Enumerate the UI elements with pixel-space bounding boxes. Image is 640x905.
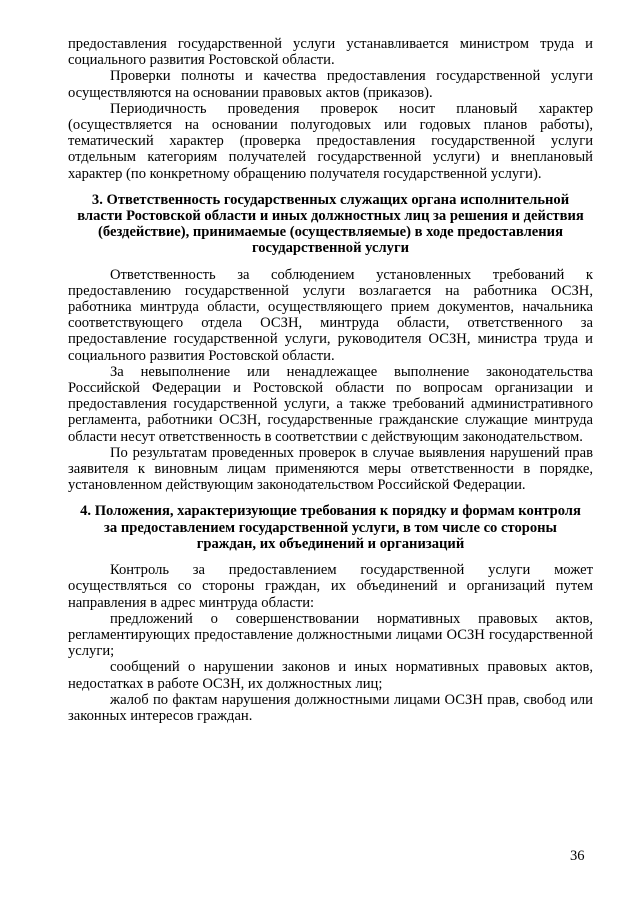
section-4-heading: 4. Положения, характеризующие требования к порядку и формам контроля за предоставлением государственной услуги, в том числе со стороны граждан, их объединений и организаций [80,503,581,552]
paragraph: Периодичность проведения проверок носит плановый характер (осуществляется на основании полугодовых или годовых планов работы), тематический характер (проверка предоставления государственной услуги отдельным категориям получателей государственной услуги) и внеплановый характер (по конкретному обращению получателя государственной услуги). [68,100,593,182]
paragraph: Контроль за предоставлением государственной услуги может осуществляться со стороны граждан, их объединений и организаций путем направления в адрес минтруда области: [68,562,593,611]
control-methods-list [68,611,593,724]
page-number: 36 [570,848,585,864]
section-3-heading: 3. Ответственность государственных служащих органа исполнительной власти Ростовской области и иных должностных лиц за решения и действия (бездействие), принимаемые (осуществляемые) в ходе предоставления государственной услуги [77,191,584,257]
paragraph: За невыполнение или ненадлежащее выполнение законодательства Российской Федерации и Ростовской области по вопросам организации и предоставления государственной услуги, а также требований административного регламента, работники ОСЗН, государственные гражданские служащие минтруда области несут ответственность в соответствии с действующим законодательством. [68,363,593,445]
paragraph: По результатам проведенных проверок в случае выявления нарушений прав заявителя к виновным лицам применяются меры ответственности в порядке, установленном действующим законодательством Российской Федерации. [68,444,593,494]
list-item: сообщений о нарушении законов и иных нормативных правовых актов, недостатках в работе ОСЗН, их должностных лиц; [68,659,593,692]
page-content [68,36,593,724]
paragraph: предоставления государственной услуги устанавливается министром труда и социального развития Ростовской области. [68,36,593,69]
paragraph: Ответственность за соблюдением установленных требований к предоставлению государственной услуги возлагается на работника ОСЗН, работника минтруда области, осуществляющего прием документов, начальника соответствующего отдела ОСЗН, минтруда области, ответственного за предоставление государственной услуги, руководителя ОСЗН, министра труда и социального развития Ростовской области. [68,266,593,364]
list-item: предложений о совершенствовании нормативных правовых актов, регламентирующих предоставление должностными лицами ОСЗН государственной услуги; [68,610,593,660]
paragraph: Проверки полноты и качества предоставления государственной услуги осуществляются на основании правовых актов (приказов). [68,68,593,101]
list-item: жалоб по фактам нарушения должностными лицами ОСЗН прав, свобод или законных интересов граждан. [68,691,593,724]
